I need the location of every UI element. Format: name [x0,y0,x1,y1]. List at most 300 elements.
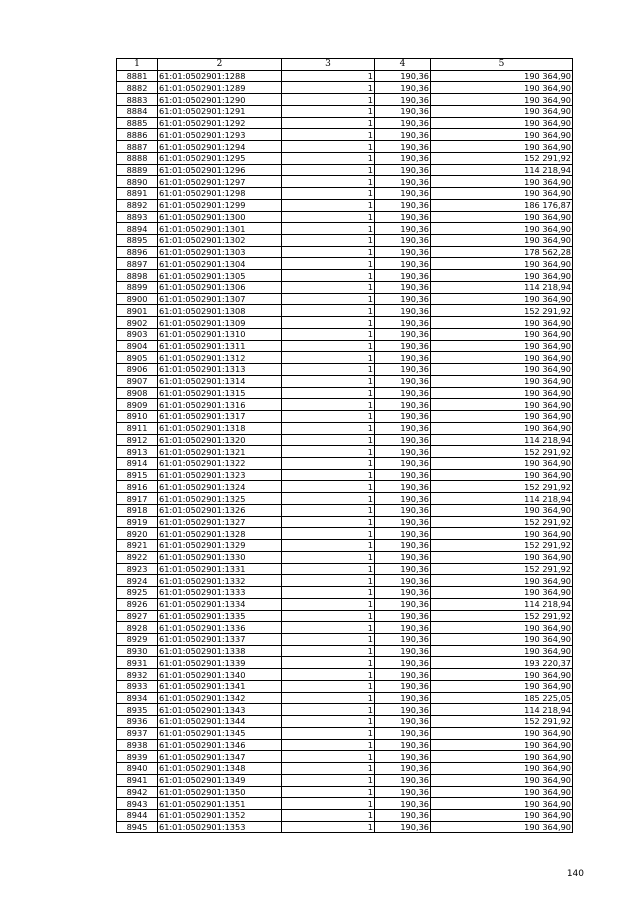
count-cell: 1 [282,657,375,669]
row-number-cell: 8925 [117,587,158,599]
table-row [117,364,573,376]
count-cell: 1 [282,364,375,376]
table-row [117,352,573,364]
table-row [117,669,573,681]
table-row [117,434,573,446]
row-number-cell: 8885 [117,117,158,129]
table-row [117,587,573,599]
count-cell: 1 [282,82,375,94]
area-cell: 190,36 [375,657,431,669]
row-number-cell: 8893 [117,211,158,223]
count-cell: 1 [282,540,375,552]
value-cell: 152 291,92 [431,610,573,622]
area-cell: 190,36 [375,94,431,106]
cadastral-number-cell: 61:01:0502901:1324 [158,481,282,493]
count-cell: 1 [282,680,375,692]
table-header-row [117,59,573,71]
table-row [117,551,573,563]
cadastral-number-cell: 61:01:0502901:1303 [158,246,282,258]
value-cell: 190 364,90 [431,669,573,681]
cadastral-number-cell: 61:01:0502901:1325 [158,493,282,505]
count-cell: 1 [282,129,375,141]
table-row [117,387,573,399]
row-number-cell: 8908 [117,387,158,399]
area-cell: 190,36 [375,293,431,305]
cadastral-number-cell: 61:01:0502901:1340 [158,669,282,681]
count-cell: 1 [282,598,375,610]
cadastral-number-cell: 61:01:0502901:1351 [158,798,282,810]
value-cell: 190 364,90 [431,364,573,376]
count-cell: 1 [282,188,375,200]
area-cell: 190,36 [375,411,431,423]
row-number-cell: 8891 [117,188,158,200]
value-cell: 114 218,94 [431,281,573,293]
count-cell: 1 [282,141,375,153]
count-cell: 1 [282,375,375,387]
area-cell: 190,36 [375,364,431,376]
cadastral-number-cell: 61:01:0502901:1350 [158,786,282,798]
value-cell: 152 291,92 [431,446,573,458]
cadastral-number-cell: 61:01:0502901:1302 [158,235,282,247]
area-cell: 190,36 [375,810,431,822]
table-row [117,94,573,106]
column-header-5: 5 [431,59,573,71]
count-cell: 1 [282,281,375,293]
count-cell: 1 [282,645,375,657]
area-cell: 190,36 [375,610,431,622]
value-cell: 190 364,90 [431,328,573,340]
table-row [117,152,573,164]
count-cell: 1 [282,469,375,481]
value-cell: 190 364,90 [431,469,573,481]
area-cell: 190,36 [375,70,431,82]
count-cell: 1 [282,199,375,211]
area-cell: 190,36 [375,258,431,270]
table-row [117,305,573,317]
row-number-cell: 8896 [117,246,158,258]
cadastral-number-cell: 61:01:0502901:1305 [158,270,282,282]
count-cell: 1 [282,457,375,469]
value-cell: 190 364,90 [431,70,573,82]
value-cell: 190 364,90 [431,504,573,516]
area-cell: 190,36 [375,645,431,657]
row-number-cell: 8910 [117,411,158,423]
cadastral-number-cell: 61:01:0502901:1311 [158,340,282,352]
count-cell: 1 [282,727,375,739]
count-cell: 1 [282,563,375,575]
table-row [117,399,573,411]
area-cell: 190,36 [375,141,431,153]
table-row [117,70,573,82]
count-cell: 1 [282,763,375,775]
table-row [117,141,573,153]
table-row [117,105,573,117]
count-cell: 1 [282,821,375,833]
row-number-cell: 8904 [117,340,158,352]
area-cell: 190,36 [375,164,431,176]
value-cell: 114 218,94 [431,164,573,176]
row-number-cell: 8889 [117,164,158,176]
value-cell: 190 364,90 [431,575,573,587]
value-cell: 190 364,90 [431,411,573,423]
count-cell: 1 [282,716,375,728]
cadastral-number-cell: 61:01:0502901:1289 [158,82,282,94]
value-cell: 152 291,92 [431,305,573,317]
cadastral-number-cell: 61:01:0502901:1297 [158,176,282,188]
row-number-cell: 8903 [117,328,158,340]
value-cell: 190 364,90 [431,141,573,153]
table-row [117,633,573,645]
count-cell: 1 [282,164,375,176]
table-row [117,692,573,704]
row-number-cell: 8902 [117,317,158,329]
row-number-cell: 8922 [117,551,158,563]
count-cell: 1 [282,704,375,716]
value-cell: 186 176,87 [431,199,573,211]
area-cell: 190,36 [375,317,431,329]
value-cell: 190 364,90 [431,258,573,270]
value-cell: 193 220,37 [431,657,573,669]
count-cell: 1 [282,270,375,282]
value-cell: 152 291,92 [431,563,573,575]
count-cell: 1 [282,223,375,235]
area-cell: 190,36 [375,692,431,704]
value-cell: 190 364,90 [431,622,573,634]
area-cell: 190,36 [375,528,431,540]
count-cell: 1 [282,352,375,364]
column-header-1: 1 [117,59,158,71]
area-cell: 190,36 [375,598,431,610]
value-cell: 178 562,28 [431,246,573,258]
row-number-cell: 8901 [117,305,158,317]
area-cell: 190,36 [375,446,431,458]
cadastral-number-cell: 61:01:0502901:1320 [158,434,282,446]
value-cell: 190 364,90 [431,751,573,763]
area-cell: 190,36 [375,188,431,200]
cadastral-number-cell: 61:01:0502901:1295 [158,152,282,164]
cadastral-number-cell: 61:01:0502901:1310 [158,328,282,340]
cadastral-number-cell: 61:01:0502901:1333 [158,587,282,599]
cadastral-number-cell: 61:01:0502901:1336 [158,622,282,634]
table-row [117,129,573,141]
table-row [117,786,573,798]
area-cell: 190,36 [375,457,431,469]
value-cell: 190 364,90 [431,551,573,563]
area-cell: 190,36 [375,622,431,634]
count-cell: 1 [282,739,375,751]
row-number-cell: 8929 [117,633,158,645]
table-row [117,610,573,622]
count-cell: 1 [282,70,375,82]
cadastral-number-cell: 61:01:0502901:1291 [158,105,282,117]
table-row [117,317,573,329]
row-number-cell: 8940 [117,763,158,775]
table-row [117,340,573,352]
table-row [117,481,573,493]
table-row [117,739,573,751]
area-cell: 190,36 [375,117,431,129]
row-number-cell: 8909 [117,399,158,411]
value-cell: 190 364,90 [431,293,573,305]
cadastral-number-cell: 61:01:0502901:1331 [158,563,282,575]
table-row [117,117,573,129]
area-cell: 190,36 [375,399,431,411]
row-number-cell: 8890 [117,176,158,188]
count-cell: 1 [282,246,375,258]
count-cell: 1 [282,774,375,786]
cadastral-number-cell: 61:01:0502901:1341 [158,680,282,692]
row-number-cell: 8945 [117,821,158,833]
value-cell: 190 364,90 [431,810,573,822]
area-cell: 190,36 [375,211,431,223]
cadastral-number-cell: 61:01:0502901:1338 [158,645,282,657]
value-cell: 190 364,90 [431,270,573,282]
value-cell: 190 364,90 [431,821,573,833]
count-cell: 1 [282,587,375,599]
area-cell: 190,36 [375,798,431,810]
cadastral-number-cell: 61:01:0502901:1308 [158,305,282,317]
cadastral-number-cell: 61:01:0502901:1315 [158,387,282,399]
value-cell: 185 225,05 [431,692,573,704]
column-header-4: 4 [375,59,431,71]
area-cell: 190,36 [375,493,431,505]
table-row [117,411,573,423]
table-row [117,188,573,200]
count-cell: 1 [282,411,375,423]
value-cell: 114 218,94 [431,434,573,446]
table-row [117,680,573,692]
value-cell: 190 364,90 [431,786,573,798]
count-cell: 1 [282,575,375,587]
count-cell: 1 [282,446,375,458]
count-cell: 1 [282,340,375,352]
row-number-cell: 8898 [117,270,158,282]
row-number-cell: 8911 [117,422,158,434]
value-cell: 190 364,90 [431,317,573,329]
cadastral-number-cell: 61:01:0502901:1293 [158,129,282,141]
parcel-table [116,58,573,833]
cadastral-number-cell: 61:01:0502901:1326 [158,504,282,516]
row-number-cell: 8942 [117,786,158,798]
value-cell: 190 364,90 [431,774,573,786]
table-row [117,763,573,775]
row-number-cell: 8912 [117,434,158,446]
row-number-cell: 8932 [117,669,158,681]
table-row [117,493,573,505]
value-cell: 190 364,90 [431,211,573,223]
area-cell: 190,36 [375,704,431,716]
count-cell: 1 [282,551,375,563]
area-cell: 190,36 [375,763,431,775]
count-cell: 1 [282,516,375,528]
area-cell: 190,36 [375,551,431,563]
value-cell: 190 364,90 [431,223,573,235]
area-cell: 190,36 [375,246,431,258]
cadastral-number-cell: 61:01:0502901:1346 [158,739,282,751]
row-number-cell: 8934 [117,692,158,704]
cadastral-number-cell: 61:01:0502901:1312 [158,352,282,364]
row-number-cell: 8923 [117,563,158,575]
count-cell: 1 [282,434,375,446]
area-cell: 190,36 [375,669,431,681]
row-number-cell: 8884 [117,105,158,117]
cadastral-number-cell: 61:01:0502901:1318 [158,422,282,434]
value-cell: 114 218,94 [431,493,573,505]
cadastral-number-cell: 61:01:0502901:1349 [158,774,282,786]
row-number-cell: 8900 [117,293,158,305]
count-cell: 1 [282,622,375,634]
area-cell: 190,36 [375,774,431,786]
value-cell: 190 364,90 [431,387,573,399]
area-cell: 190,36 [375,328,431,340]
row-number-cell: 8881 [117,70,158,82]
value-cell: 190 364,90 [431,680,573,692]
area-cell: 190,36 [375,387,431,399]
cadastral-number-cell: 61:01:0502901:1294 [158,141,282,153]
cadastral-number-cell: 61:01:0502901:1344 [158,716,282,728]
cadastral-number-cell: 61:01:0502901:1329 [158,540,282,552]
table-row [117,446,573,458]
count-cell: 1 [282,692,375,704]
cadastral-number-cell: 61:01:0502901:1296 [158,164,282,176]
area-cell: 190,36 [375,716,431,728]
value-cell: 190 364,90 [431,129,573,141]
area-cell: 190,36 [375,516,431,528]
count-cell: 1 [282,152,375,164]
table-row [117,716,573,728]
row-number-cell: 8894 [117,223,158,235]
table-row [117,281,573,293]
table-row [117,82,573,94]
value-cell: 152 291,92 [431,516,573,528]
count-cell: 1 [282,786,375,798]
row-number-cell: 8939 [117,751,158,763]
cadastral-number-cell: 61:01:0502901:1301 [158,223,282,235]
cadastral-number-cell: 61:01:0502901:1328 [158,528,282,540]
cadastral-number-cell: 61:01:0502901:1300 [158,211,282,223]
area-cell: 190,36 [375,176,431,188]
value-cell: 190 364,90 [431,739,573,751]
row-number-cell: 8914 [117,457,158,469]
table-row [117,328,573,340]
area-cell: 190,36 [375,152,431,164]
table-row [117,199,573,211]
cadastral-number-cell: 61:01:0502901:1353 [158,821,282,833]
table-row [117,704,573,716]
row-number-cell: 8913 [117,446,158,458]
area-cell: 190,36 [375,235,431,247]
area-cell: 190,36 [375,281,431,293]
table-row [117,246,573,258]
area-cell: 190,36 [375,105,431,117]
area-cell: 190,36 [375,587,431,599]
area-cell: 190,36 [375,739,431,751]
row-number-cell: 8924 [117,575,158,587]
cadastral-number-cell: 61:01:0502901:1321 [158,446,282,458]
count-cell: 1 [282,528,375,540]
count-cell: 1 [282,94,375,106]
area-cell: 190,36 [375,422,431,434]
area-cell: 190,36 [375,270,431,282]
row-number-cell: 8919 [117,516,158,528]
value-cell: 152 291,92 [431,481,573,493]
column-header-3: 3 [282,59,375,71]
count-cell: 1 [282,810,375,822]
table-row [117,422,573,434]
cadastral-number-cell: 61:01:0502901:1342 [158,692,282,704]
table-row [117,164,573,176]
row-number-cell: 8899 [117,281,158,293]
value-cell: 114 218,94 [431,704,573,716]
value-cell: 190 364,90 [431,422,573,434]
cadastral-number-cell: 61:01:0502901:1317 [158,411,282,423]
cadastral-number-cell: 61:01:0502901:1306 [158,281,282,293]
row-number-cell: 8883 [117,94,158,106]
table-row [117,504,573,516]
cadastral-number-cell: 61:01:0502901:1307 [158,293,282,305]
value-cell: 190 364,90 [431,645,573,657]
table-row [117,528,573,540]
area-cell: 190,36 [375,129,431,141]
table-row [117,270,573,282]
area-cell: 190,36 [375,352,431,364]
cadastral-number-cell: 61:01:0502901:1323 [158,469,282,481]
value-cell: 190 364,90 [431,235,573,247]
area-cell: 190,36 [375,82,431,94]
count-cell: 1 [282,751,375,763]
cadastral-number-cell: 61:01:0502901:1299 [158,199,282,211]
area-cell: 190,36 [375,563,431,575]
count-cell: 1 [282,176,375,188]
area-cell: 190,36 [375,504,431,516]
table-body [117,70,573,833]
row-number-cell: 8917 [117,493,158,505]
cadastral-number-cell: 61:01:0502901:1335 [158,610,282,622]
table-row [117,258,573,270]
row-number-cell: 8886 [117,129,158,141]
row-number-cell: 8933 [117,680,158,692]
area-cell: 190,36 [375,633,431,645]
row-number-cell: 8915 [117,469,158,481]
table-row [117,211,573,223]
area-cell: 190,36 [375,469,431,481]
value-cell: 190 364,90 [431,176,573,188]
value-cell: 190 364,90 [431,763,573,775]
table-row [117,657,573,669]
cadastral-number-cell: 61:01:0502901:1345 [158,727,282,739]
cadastral-number-cell: 61:01:0502901:1290 [158,94,282,106]
table-row [117,575,573,587]
table-row [117,821,573,833]
area-cell: 190,36 [375,481,431,493]
value-cell: 190 364,90 [431,352,573,364]
area-cell: 190,36 [375,575,431,587]
row-number-cell: 8927 [117,610,158,622]
count-cell: 1 [282,798,375,810]
value-cell: 190 364,90 [431,798,573,810]
cadastral-number-cell: 61:01:0502901:1314 [158,375,282,387]
count-cell: 1 [282,481,375,493]
row-number-cell: 8887 [117,141,158,153]
area-cell: 190,36 [375,340,431,352]
row-number-cell: 8918 [117,504,158,516]
area-cell: 190,36 [375,305,431,317]
cadastral-number-cell: 61:01:0502901:1352 [158,810,282,822]
row-number-cell: 8882 [117,82,158,94]
table-row [117,293,573,305]
area-cell: 190,36 [375,434,431,446]
count-cell: 1 [282,117,375,129]
